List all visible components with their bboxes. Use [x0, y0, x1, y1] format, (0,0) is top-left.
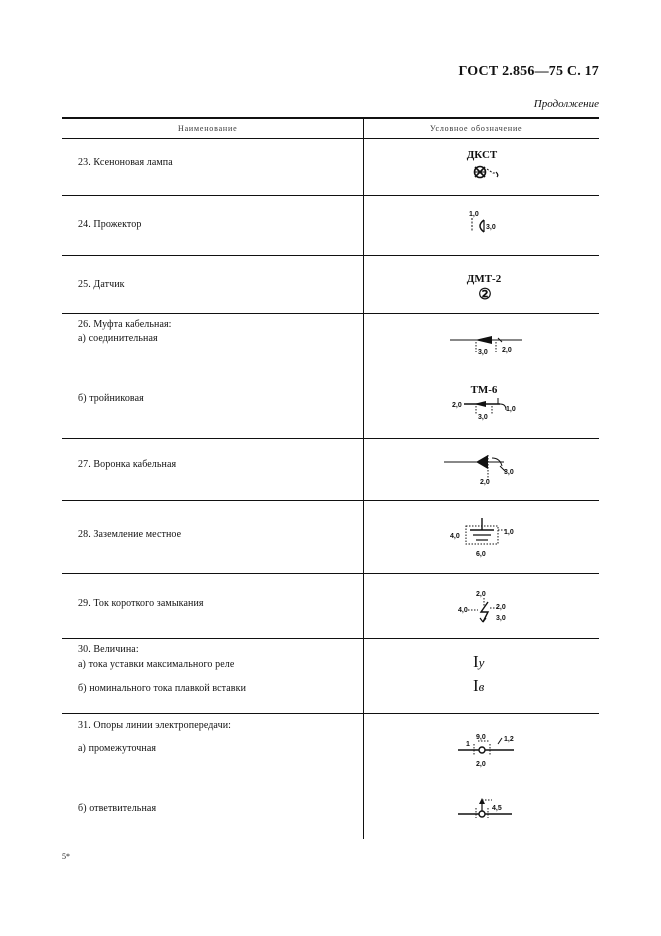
row-name: 26. Муфта кабельная:: [78, 319, 172, 330]
dimension-label: 4,5: [492, 805, 502, 812]
branch-support-symbol: [440, 794, 530, 824]
dimension-label: 2,0: [476, 591, 486, 598]
dimension-label: 6,0: [476, 551, 486, 558]
document-header: ГОСТ 2.856—75 С. 17: [458, 64, 599, 79]
row-name: 27. Воронка кабельная: [78, 459, 177, 470]
column-header-name: Наименование: [178, 124, 238, 133]
dimension-label: 3,0: [478, 414, 488, 421]
dimension-label: 3,0: [478, 349, 488, 356]
row-name: 31. Опоры линии электропередачи:: [78, 720, 232, 731]
dimension-label: 3,0: [504, 469, 514, 476]
table-header-rule: [62, 138, 599, 139]
row-divider: [62, 195, 599, 196]
dimension-label: 2,0: [476, 761, 486, 768]
row-name: 28. Заземление местное: [78, 529, 182, 540]
dimension-label: 1,0: [504, 529, 514, 536]
page-footer-mark: 5*: [62, 852, 70, 861]
cable-funnel-symbol: [440, 452, 530, 488]
intermediate-support-symbol: [440, 730, 530, 770]
dimension-label: 1,0: [469, 211, 479, 218]
column-header-symbol: Условное обозначение: [430, 124, 523, 133]
dimension-label: 2,0: [502, 347, 512, 354]
sensor-symbol: ②: [478, 287, 492, 303]
tee-coupling-label: ТМ-6: [470, 384, 498, 396]
dimension-label: 2,0: [452, 402, 462, 409]
xenon-lamp-symbol: [440, 163, 510, 185]
table-column-divider: [363, 117, 364, 839]
row-divider: [62, 313, 599, 314]
dimension-label: 2,0: [496, 604, 506, 611]
row-name: 25. Датчик: [78, 279, 125, 290]
projector-symbol: [440, 208, 510, 238]
row-subitem: а) соединительная: [78, 333, 158, 344]
dimension-label: 4,0: [458, 607, 468, 614]
continuation-label: Продолжение: [533, 98, 599, 110]
fuse-current-symbol: Iв: [473, 676, 485, 695]
dimension-label: 3,0: [486, 224, 496, 231]
sensor-label: ДМТ-2: [466, 273, 502, 285]
row-subitem: б) тройниковая: [78, 393, 144, 404]
dimension-label: 4,0: [450, 533, 460, 540]
dimension-label: 1: [466, 741, 470, 748]
grounding-symbol: [440, 514, 530, 558]
dimension-label: 3,0: [496, 615, 506, 622]
short-circuit-symbol: [440, 588, 530, 628]
row-divider: [62, 713, 599, 714]
xenon-lamp-label: ДКСТ: [466, 149, 498, 161]
row-divider: [62, 638, 599, 639]
row-subitem: б) ответвительная: [78, 803, 157, 814]
row-subitem: б) номинального тока плавкой вставки: [78, 683, 247, 694]
row-name: 29. Ток короткого замыкания: [78, 598, 204, 609]
row-subitem: а) тока уставки максимального реле: [78, 659, 235, 670]
tee-coupling-symbol: [440, 396, 530, 422]
row-divider: [62, 255, 599, 256]
row-name: 24. Прожектор: [78, 219, 142, 230]
row-divider: [62, 500, 599, 501]
subscript: в: [478, 679, 485, 694]
row-subitem: а) промежуточная: [78, 743, 157, 754]
row-name: 23. Ксеноновая лампа: [78, 157, 173, 168]
dimension-label: 1,0: [506, 406, 516, 413]
dimension-label: 1,2: [504, 736, 514, 743]
relay-current-symbol: Iу: [473, 652, 485, 671]
dimension-label: 9,0: [476, 734, 486, 741]
coupling-symbol: [440, 330, 530, 358]
row-divider: [62, 573, 599, 574]
dimension-label: 2,0: [480, 479, 490, 486]
table-top-rule: [62, 117, 599, 119]
subscript: у: [478, 655, 485, 670]
row-name: 30. Величина:: [78, 644, 139, 655]
row-divider: [62, 438, 599, 439]
